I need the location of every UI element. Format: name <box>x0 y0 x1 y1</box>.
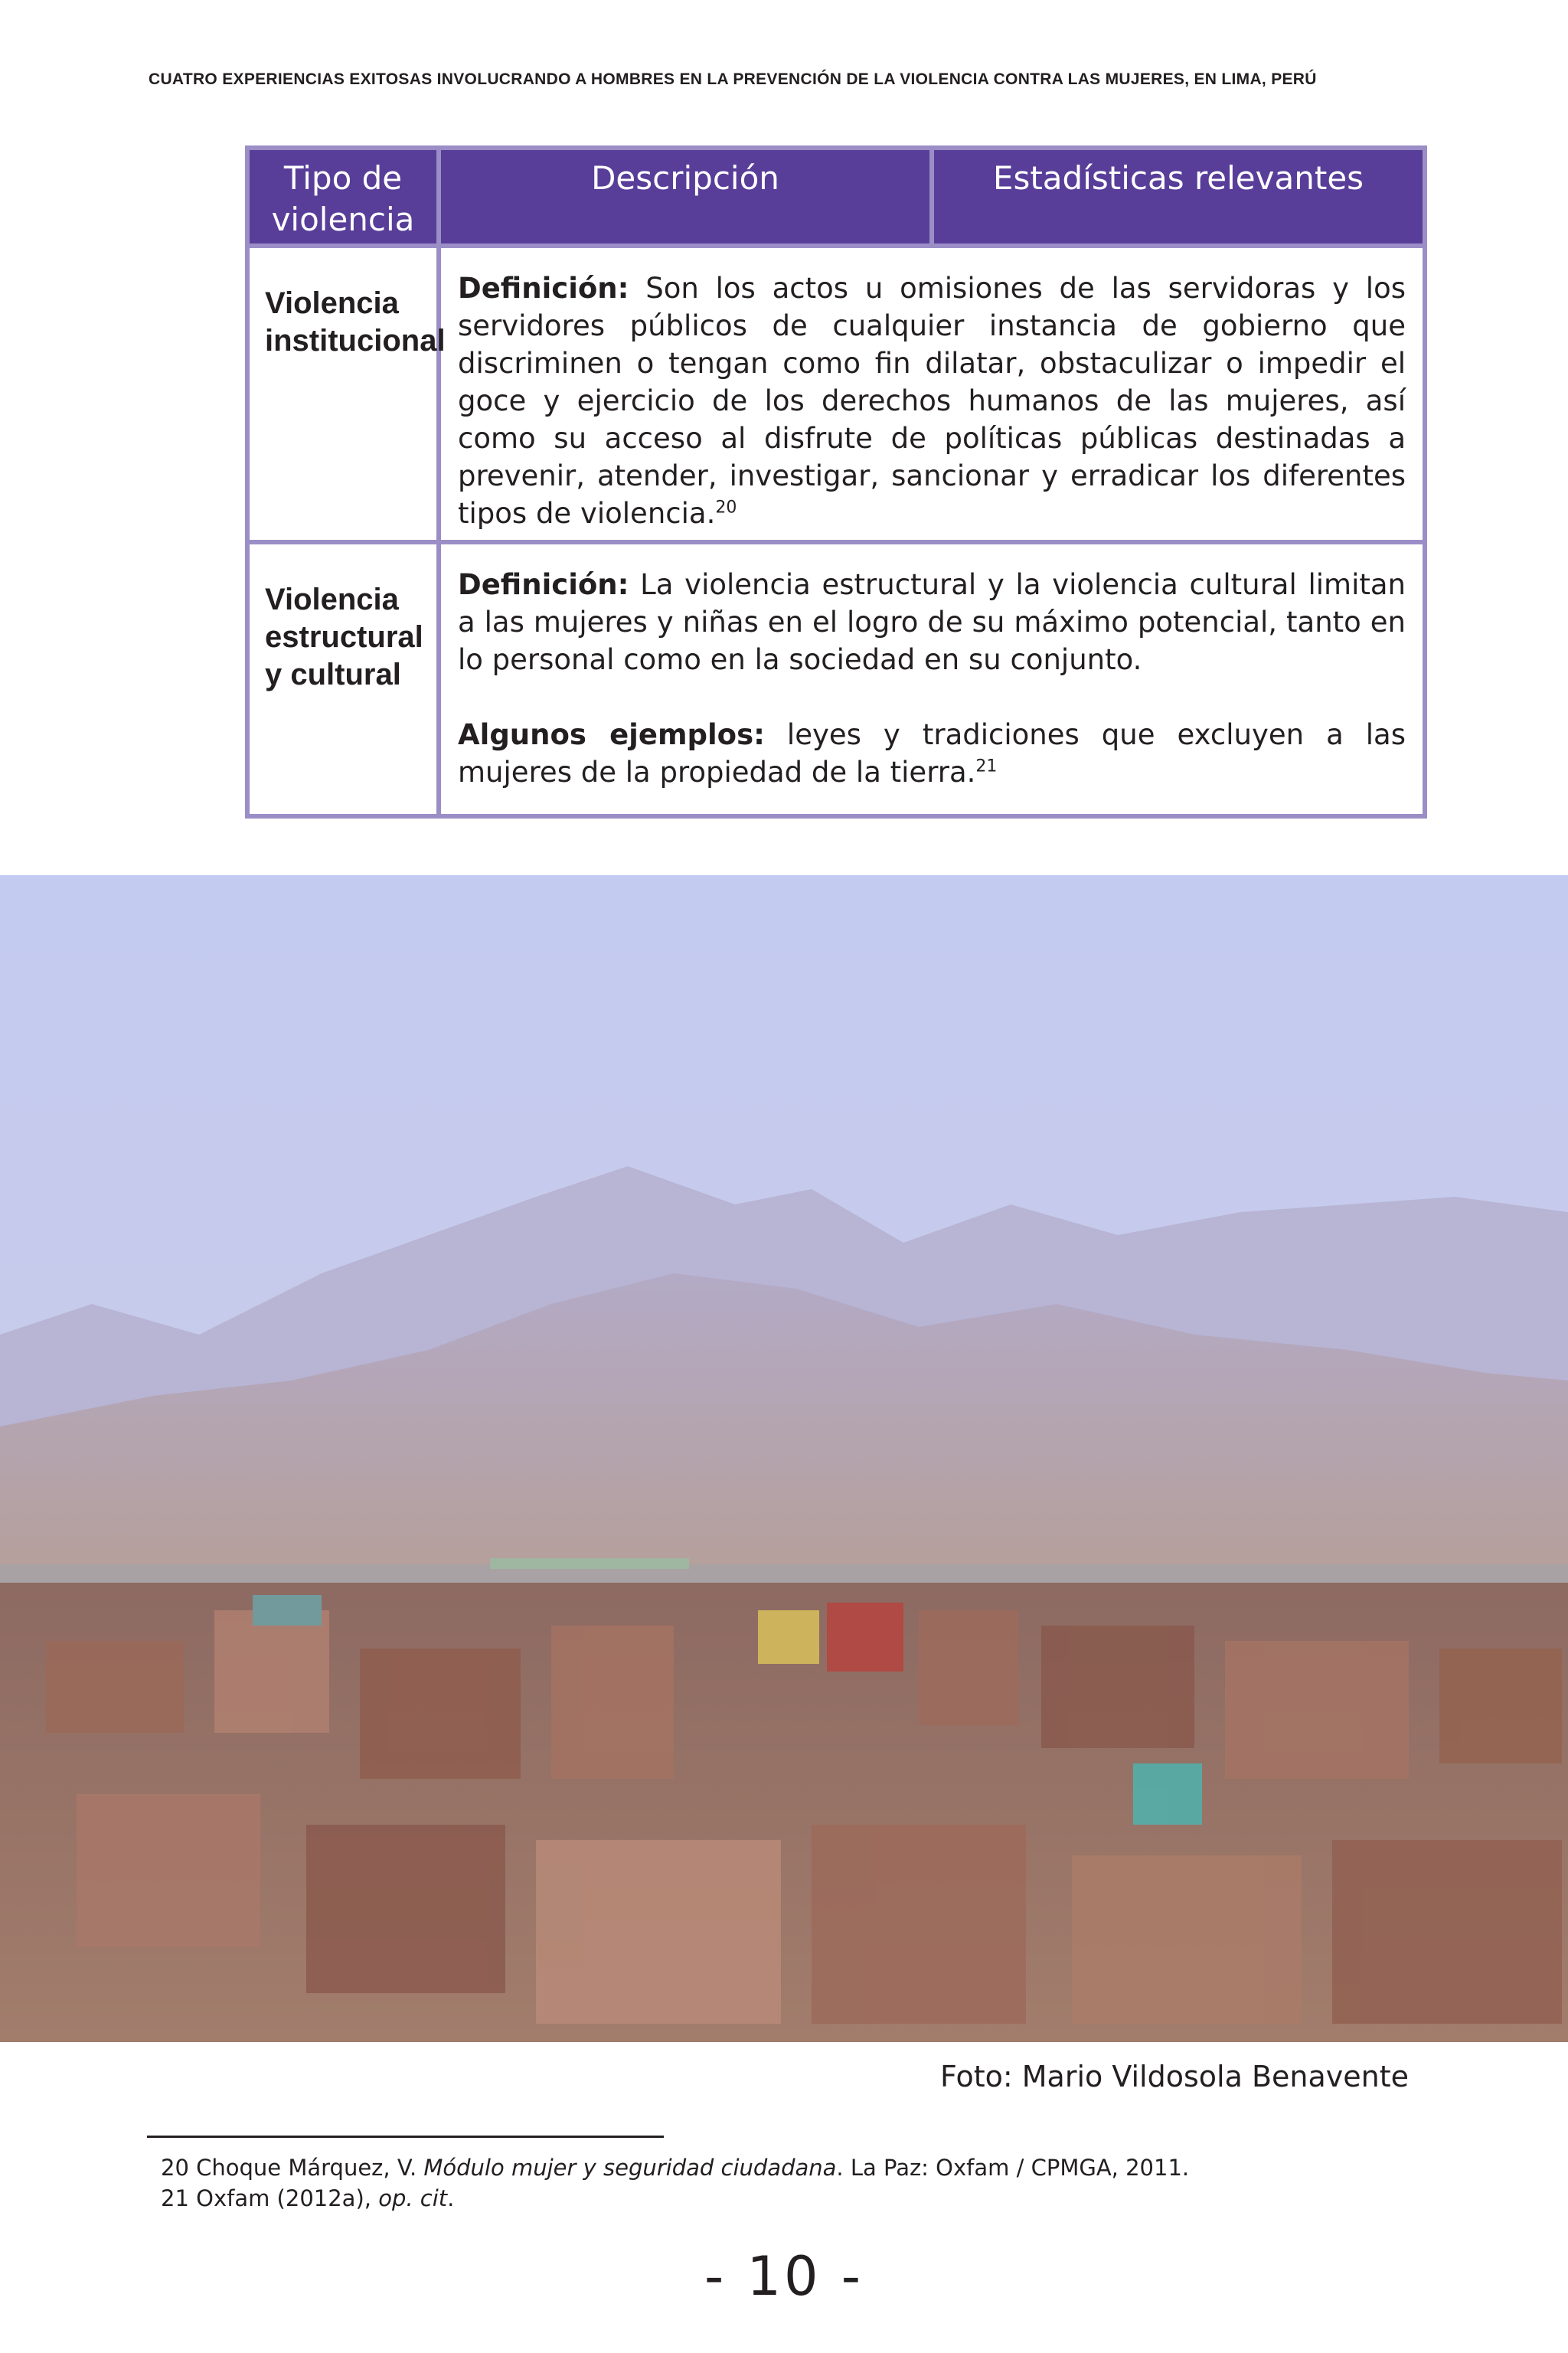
footnote-item <box>161 2183 1189 2214</box>
definition-paragraph <box>458 270 1406 532</box>
examples-text: leyes y tradiciones que excluyen a las mujeres de la propiedad de la tierra. <box>458 718 1406 789</box>
running-header: CUATRO EXPERIENCIAS EXITOSAS INVOLUCRANDO A HOMBRES EN LA PREVENCIÓN DE LA VIOLENCIA CONTRA LAS MUJERES, EN LIMA, PERÚ <box>149 70 1317 88</box>
definition-paragraph <box>458 566 1406 678</box>
violence-description <box>439 542 1425 816</box>
footnotes <box>161 2152 1189 2214</box>
photo-caption: Foto: Mario Vildosola Benavente <box>939 2060 1409 2093</box>
footnote-number: 20 <box>161 2155 189 2181</box>
column-header-description: Descripción <box>439 148 932 246</box>
footnote-number: 21 <box>161 2185 189 2211</box>
examples-label: Algunos ejemplos: <box>458 718 765 751</box>
footnote-text: . La Paz: Oxfam / CPMGA, 2011. <box>836 2155 1190 2181</box>
footnote-ref[interactable]: 21 <box>975 757 998 776</box>
table-header-row <box>247 148 1425 246</box>
page-number: - 10 - <box>704 2245 864 2308</box>
definition-label: Definición: <box>458 568 629 601</box>
violence-description <box>439 246 1425 542</box>
footnote-text: Oxfam (2012a), <box>188 2185 379 2211</box>
footnote-text: Choque Márquez, V. <box>188 2155 424 2181</box>
footnote-text: . <box>447 2185 455 2211</box>
column-header-type: Tipo de violencia <box>247 148 439 246</box>
table-row <box>247 542 1425 816</box>
footnote-separator <box>147 2136 664 2138</box>
definition-label: Definición: <box>458 272 629 305</box>
footnote-title: op. cit <box>378 2185 448 2211</box>
violence-type: Violencia institucional <box>247 246 439 542</box>
footnote-item <box>161 2152 1189 2183</box>
table-row <box>247 246 1425 542</box>
column-header-statistics: Estadísticas relevantes <box>932 148 1425 246</box>
violence-types-table <box>245 145 1427 819</box>
footnote-ref[interactable]: 20 <box>715 498 737 518</box>
examples-paragraph <box>458 716 1406 791</box>
definition-text: La violencia estructural y la violencia cultural limitan a las mujeres y niñas en el logro de su máximo potencial, tanto en lo personal como en la sociedad en su conjunto. <box>458 568 1406 676</box>
definition-text: Son los actos u omisiones de las servidoras y los servidores públicos de cualquier instancia de gobierno que discriminen o tengan como fin dilatar, obstaculizar o impedir el goce y ejercicio de los derechos humanos de las mujeres, así como su acceso al disfrute de políticas públicas destinadas a prevenir, atender, investigar, sancionar y erradicar los diferentes tipos de violencia. <box>458 272 1406 530</box>
lima-hillside-photo <box>0 875 1568 2042</box>
violence-type: Violencia estructural y cultural <box>247 542 439 816</box>
footnote-title: Módulo mujer y seguridad ciudadana <box>423 2155 837 2181</box>
